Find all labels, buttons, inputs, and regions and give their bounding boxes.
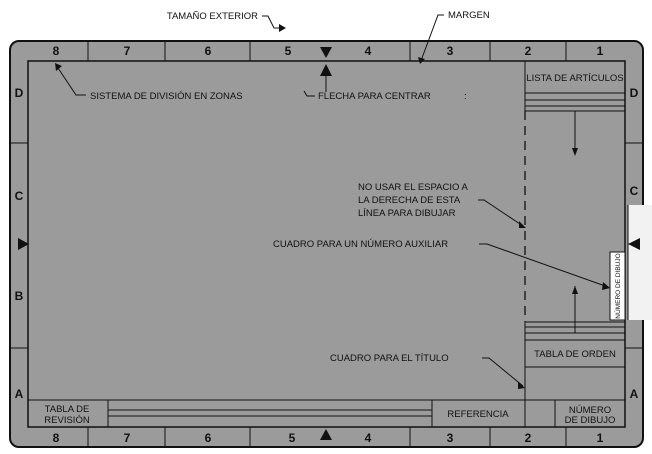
aux-number-callout: CUADRO PARA UN NÚMERO AUXILIAR <box>273 239 449 250</box>
margin-label: MARGEN <box>448 10 490 21</box>
zone-col-4-bottom: 4 <box>364 431 372 445</box>
right-edge-patch <box>628 205 652 320</box>
no-use-label-1: NO USAR EL ESPACIO A <box>358 182 468 193</box>
no-use-label-2: LA DERECHA DE ESTA <box>358 195 461 206</box>
zone-col-2-top: 2 <box>524 44 532 58</box>
revision-table-label-2: REVISIÓN <box>44 415 90 426</box>
zone-col-5-top: 5 <box>284 44 292 58</box>
reference-label: REFERENCIA <box>447 409 509 420</box>
zone-row-d-left: D <box>14 86 24 100</box>
zone-col-6-bottom: 6 <box>204 431 212 445</box>
zone-row-a-right: A <box>629 387 639 401</box>
drawing-number-label-2: DE DIBUJO <box>564 415 616 426</box>
zone-col-5-bottom: 5 <box>288 431 296 445</box>
no-use-label-3: LÍNEA PARA DIBUJAR <box>358 208 456 219</box>
zone-col-3-bottom: 3 <box>446 431 454 445</box>
outer-size-arrow-icon <box>279 24 286 32</box>
colon-mark: : <box>464 91 467 102</box>
drawing-number-label-1: NÚMERO <box>568 405 612 416</box>
zone-row-b-left: B <box>14 289 24 303</box>
zone-col-8-bottom: 8 <box>52 431 60 445</box>
revision-table-label-1: TABLA DE <box>44 404 90 415</box>
zone-row-c-right: C <box>629 184 639 198</box>
zone-col-6-top: 6 <box>204 44 212 58</box>
title-block-callout: CUADRO PARA EL TÍTULO <box>330 353 449 364</box>
zone-col-8-top: 8 <box>52 44 60 58</box>
parts-list-label: LISTA DE ARTÍCULOS <box>526 73 624 84</box>
zone-col-7-top: 7 <box>123 44 131 58</box>
zone-col-3-top: 3 <box>446 44 454 58</box>
zone-col-7-bottom: 7 <box>123 431 131 445</box>
zone-row-c-left: C <box>14 189 24 203</box>
order-table-label: TABLA DE ORDEN <box>534 349 616 360</box>
zone-col-4-top: 4 <box>364 44 372 58</box>
zone-system-label: SISTEMA DE DIVISIÓN EN ZONAS <box>90 91 243 102</box>
outer-size-label: TAMAÑO EXTERIOR <box>166 11 258 22</box>
zone-col-2-bottom: 2 <box>524 431 532 445</box>
outer-size-leader <box>262 16 280 28</box>
zone-row-d-right: D <box>629 86 639 100</box>
aux-number-label: NÚMERO DE DIBUJO <box>615 253 622 319</box>
zone-row-a-left: A <box>14 387 24 401</box>
zone-col-1-bottom: 1 <box>596 431 604 445</box>
zone-col-1-top: 1 <box>596 44 604 58</box>
centering-arrow-label: FLECHA PARA CENTRAR <box>318 91 431 102</box>
